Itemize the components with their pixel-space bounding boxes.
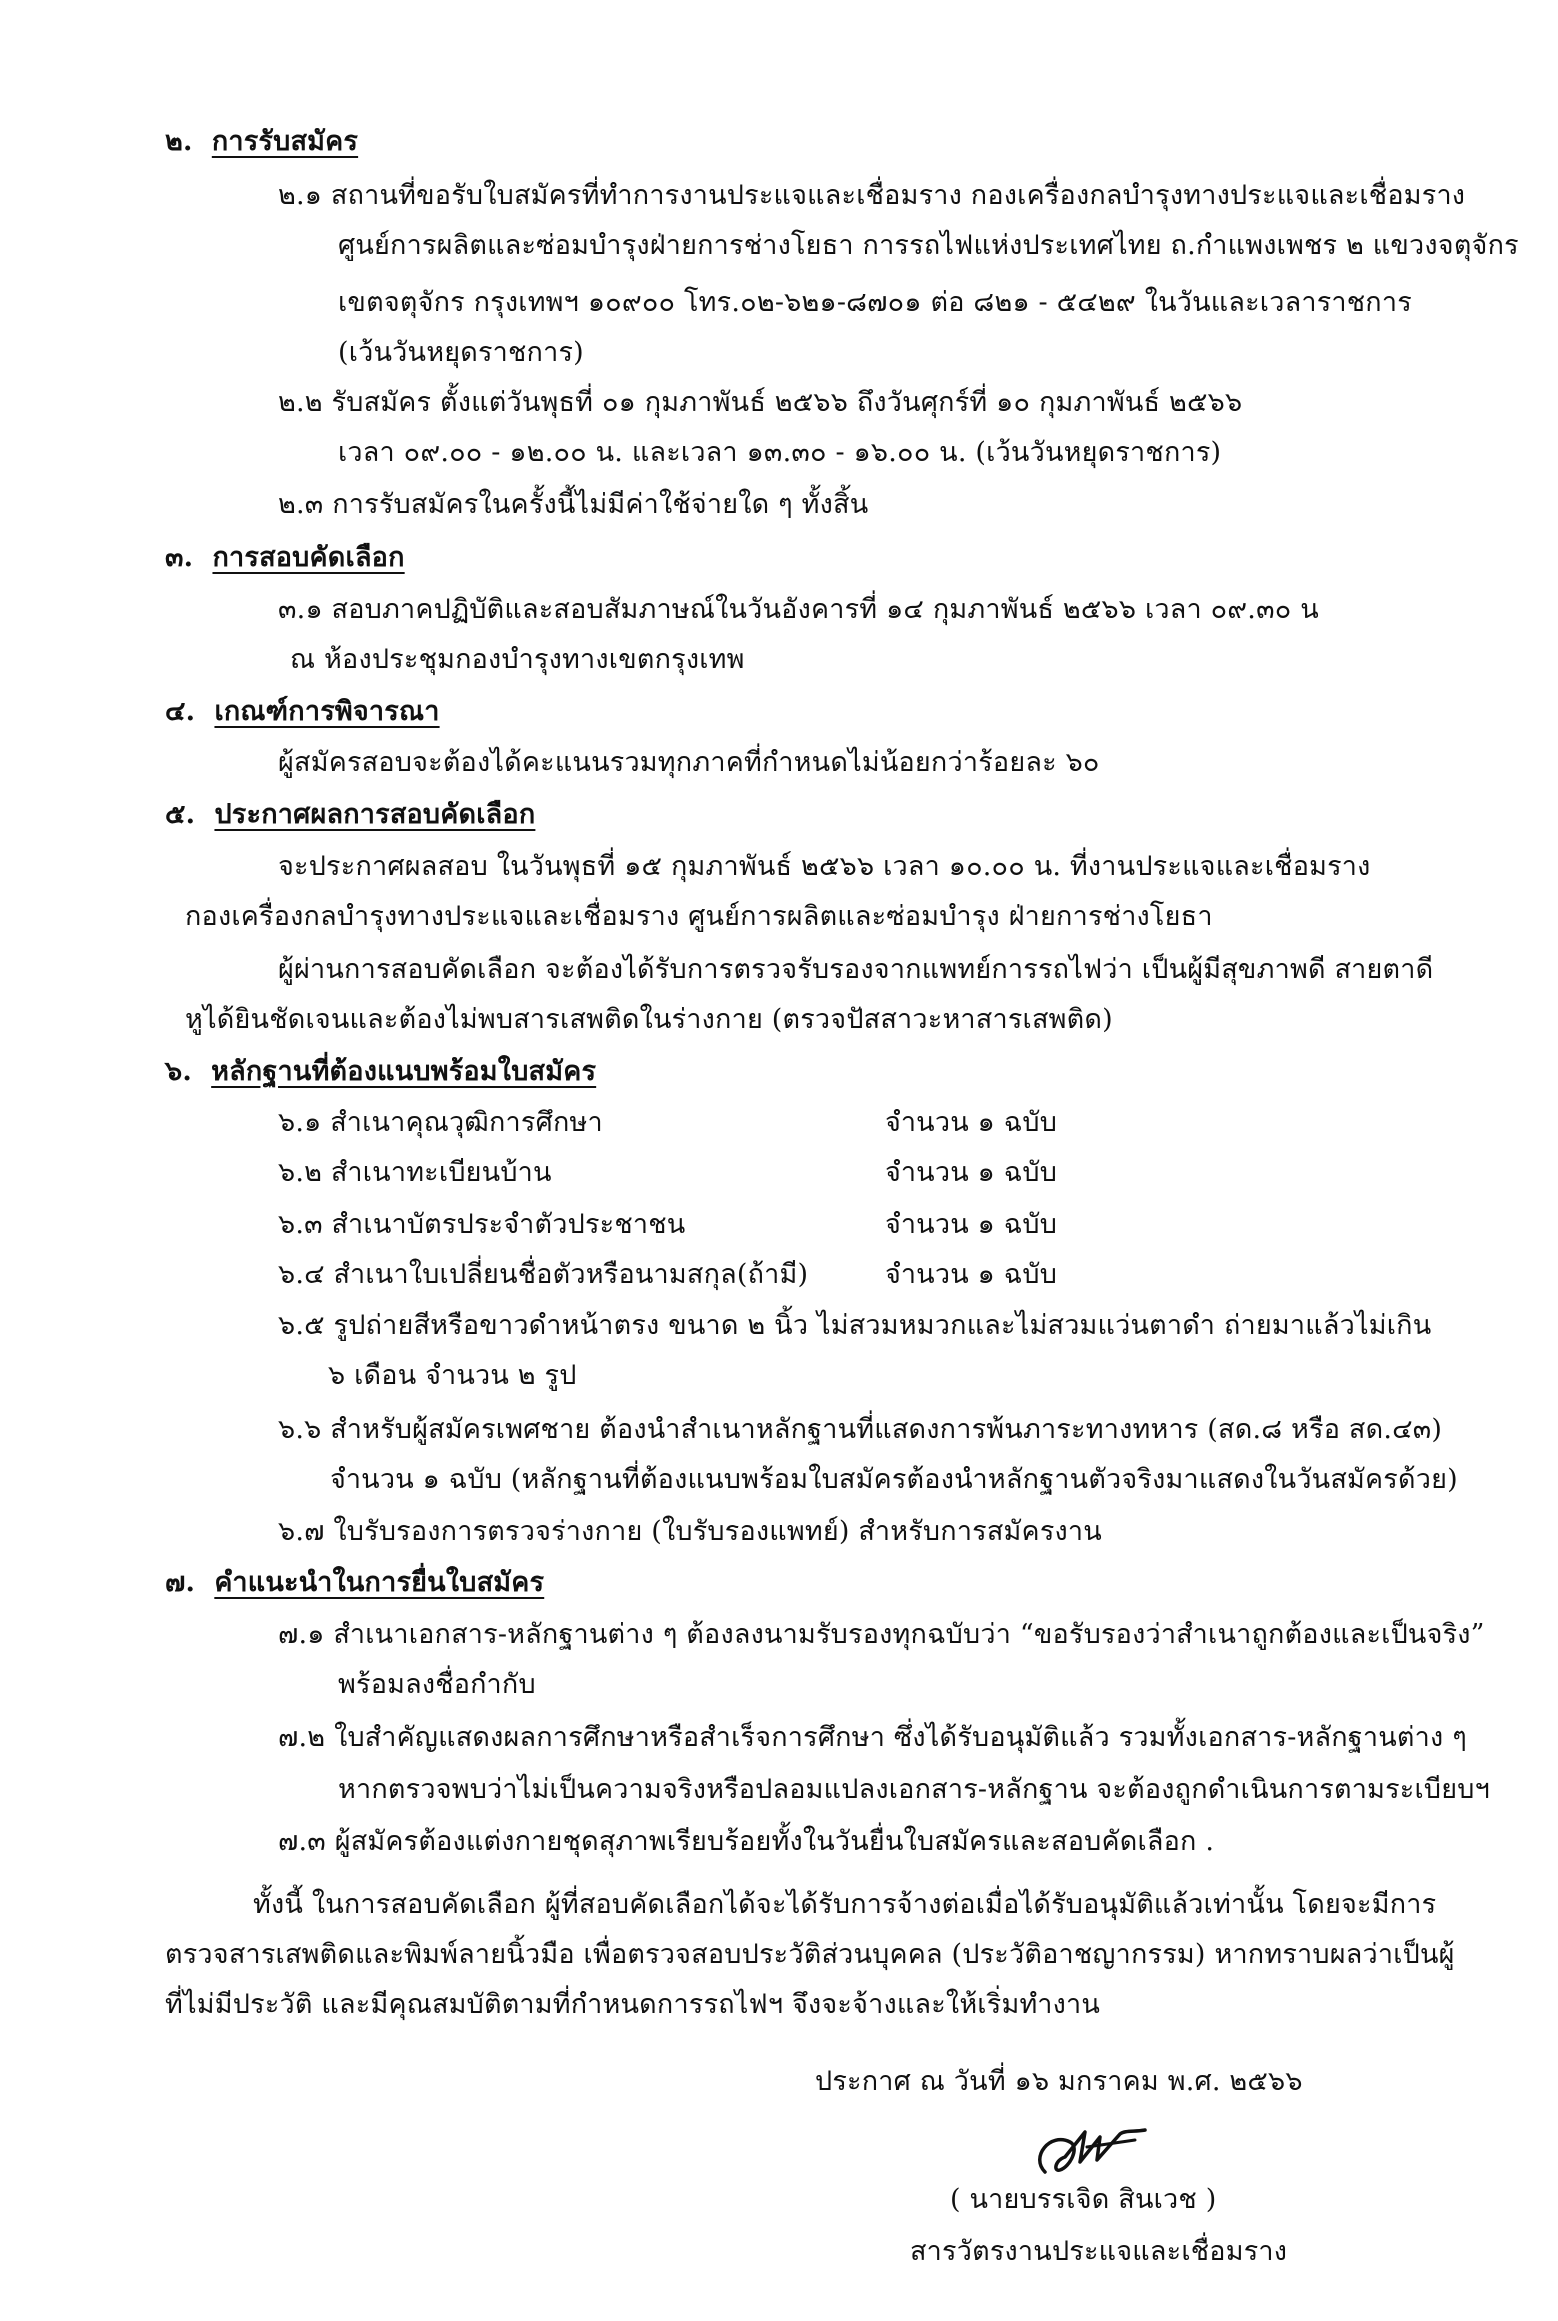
- section-6-heading: [165, 1052, 596, 1092]
- document-item-label: ๖.๔ สำเนาใบเปลี่ยนชื่อตัวหรือนามสกุล(ถ้ามี): [278, 1259, 809, 1290]
- document-item-qty: จำนวน ๑ ฉบับ: [885, 1157, 1058, 1188]
- section-5-para-1-line-1: จะประกาศผลสอบ ในวันพุธที่ ๑๕ กุมภาพันธ์ ๒๕๖๖ เวลา ๑๐.๐๐ น. ที่งานประแจและเชื่อมราง: [278, 851, 1371, 882]
- section-number: ๕.: [165, 799, 196, 830]
- item-2-1-line-4: (เว้นวันหยุดราชการ): [338, 337, 584, 368]
- item-2-1-line-1: ๒.๑ สถานที่ขอรับใบสมัครที่ทำการงานประแจและเชื่อมราง กองเครื่องกลบำรุงทางประแจและเชื่อมราง: [278, 180, 1466, 211]
- item-2-1-line-3: เขตจตุจักร กรุงเทพฯ ๑๐๙๐๐ โทร.๐๒-๖๒๑-๘๗๐๑ ต่อ ๘๒๑ - ๕๔๒๙ ในวันและเวลาราชการ: [338, 287, 1412, 318]
- section-number: ๔.: [165, 696, 196, 727]
- closing-line-1: ทั้งนี้ ในการสอบคัดเลือก ผู้ที่สอบคัดเลือกได้จะได้รับการจ้างต่อเมื่อได้รับอนุมัติแล้วเท่านั้น โดยจะมีการ: [253, 1889, 1437, 1920]
- announcement-date: ประกาศ ณ วันที่ ๑๖ มกราคม พ.ศ. ๒๕๖๖: [815, 2066, 1303, 2097]
- item-7-1-line-2: พร้อมลงชื่อกำกับ: [338, 1669, 536, 1700]
- section-5-heading: [165, 795, 535, 835]
- section-3-heading: [165, 538, 405, 578]
- item-7-2-line-2: หากตรวจพบว่าไม่เป็นความจริงหรือปลอมแปลงเอกสาร-หลักฐาน จะต้องถูกดำเนินการตามระเบียบฯ: [338, 1774, 1490, 1805]
- section-7-heading: [165, 1563, 544, 1603]
- section-title: หลักฐานที่ต้องแนบพร้อมใบสมัคร: [211, 1056, 597, 1087]
- section-title: การรับสมัคร: [211, 126, 359, 157]
- section-5-para-2-line-1: ผู้ผ่านการสอบคัดเลือก จะต้องได้รับการตรวจรับรองจากแพทย์การรถไฟว่า เป็นผู้มีสุขภาพดี สายตาดี: [278, 954, 1434, 985]
- item-7-2-line-1: ๗.๒ ใบสำคัญแสดงผลการศึกษาหรือสำเร็จการศึกษา ซึ่งได้รับอนุมัติแล้ว รวมทั้งเอกสาร-หลักฐานต่าง ๆ: [278, 1722, 1467, 1753]
- closing-line-3: ที่ไม่มีประวัติ และมีคุณสมบัติตามที่กำหนดการรถไฟฯ จึงจะจ้างและให้เริ่มทำงาน: [165, 1989, 1101, 2020]
- item-6-6-line-1: ๖.๖ สำหรับผู้สมัครเพศชาย ต้องนำสำเนาหลักฐานที่แสดงการพ้นภาระทางทหาร (สด.๘ หรือ สด.๔๓): [278, 1414, 1443, 1445]
- signatory-name: ( นายบรรเจิด สินเวช ): [950, 2184, 1217, 2215]
- section-number: ๖.: [165, 1056, 192, 1087]
- item-3-1-line-1: ๓.๑ สอบภาคปฏิบัติและสอบสัมภาษณ์ในวันอังคารที่ ๑๔ กุมภาพันธ์ ๒๕๖๖ เวลา ๐๙.๓๐ น: [278, 594, 1319, 625]
- item-6-7: ๖.๗ ใบรับรองการตรวจร่างกาย (ใบรับรองแพทย์) สำหรับการสมัครงาน: [278, 1516, 1102, 1547]
- item-2-2-line-1: ๒.๒ รับสมัคร ตั้งแต่วันพุธที่ ๐๑ กุมภาพันธ์ ๒๕๖๖ ถึงวันศุกร์ที่ ๑๐ กุมภาพันธ์ ๒๕๖๖: [278, 387, 1243, 418]
- item-6-5-line-1: ๖.๕ รูปถ่ายสีหรือขาวดำหน้าตรง ขนาด ๒ นิ้ว ไม่สวมหมวกและไม่สวมแว่นตาดำ ถ่ายมาแล้วไม่เกิน: [278, 1310, 1432, 1341]
- document-item-qty: จำนวน ๑ ฉบับ: [885, 1107, 1058, 1138]
- document-item-qty: จำนวน ๑ ฉบับ: [885, 1259, 1058, 1290]
- section-4-heading: [165, 692, 440, 732]
- item-7-3: ๗.๓ ผู้สมัครต้องแต่งกายชุดสุภาพเรียบร้อยทั้งในวันยื่นใบสมัครและสอบคัดเลือก .: [278, 1826, 1215, 1857]
- item-2-3: ๒.๓ การรับสมัครในครั้งนี้ไม่มีค่าใช้จ่ายใด ๆ ทั้งสิ้น: [278, 489, 869, 520]
- section-title: ประกาศผลการสอบคัดเลือก: [214, 799, 536, 830]
- document-item-label: ๖.๓ สำเนาบัตรประจำตัวประชาชน: [278, 1209, 686, 1240]
- section-title: เกณฑ์การพิจารณา: [214, 696, 440, 727]
- document-item-qty: จำนวน ๑ ฉบับ: [885, 1209, 1058, 1240]
- document-item-label: ๖.๑ สำเนาคุณวุฒิการศึกษา: [278, 1107, 603, 1138]
- section-number: ๗.: [165, 1567, 196, 1598]
- section-5-para-1-line-2: กองเครื่องกลบำรุงทางประแจและเชื่อมราง ศูนย์การผลิตและซ่อมบำรุง ฝ่ายการช่างโยธา: [185, 901, 1213, 932]
- item-2-1-line-2: ศูนย์การผลิตและซ่อมบำรุงฝ่ายการช่างโยธา การรถไฟแห่งประเทศไทย ถ.กำแพงเพชร ๒ แขวงจตุจักร: [338, 230, 1519, 261]
- item-3-1-line-2: ณ ห้องประชุมกองบำรุงทางเขตกรุงเทพ: [290, 644, 745, 675]
- document-item-label: ๖.๒ สำเนาทะเบียนบ้าน: [278, 1157, 552, 1188]
- section-title: คำแนะนำในการยื่นใบสมัคร: [214, 1567, 545, 1598]
- item-6-6-line-2: จำนวน ๑ ฉบับ (หลักฐานที่ต้องแนบพร้อมใบสมัครต้องนำหลักฐานตัวจริงมาแสดงในวันสมัครด้วย): [330, 1464, 1458, 1495]
- section-2-heading: [165, 122, 358, 162]
- item-6-5-line-2: ๖ เดือน จำนวน ๒ รูป: [328, 1360, 577, 1391]
- section-4-body: ผู้สมัครสอบจะต้องได้คะแนนรวมทุกภาคที่กำหนดไม่น้อยกว่าร้อยละ ๖๐: [278, 747, 1100, 778]
- closing-line-2: ตรวจสารเสพติดและพิมพ์ลายนิ้วมือ เพื่อตรวจสอบประวัติส่วนบุคคล (ประวัติอาชญากรรม) หากทราบผลว่าเป็นผู้: [165, 1939, 1455, 1970]
- section-number: ๓.: [165, 542, 194, 573]
- section-number: ๒.: [165, 126, 193, 157]
- section-5-para-2-line-2: หูได้ยินชัดเจนและต้องไม่พบสารเสพติดในร่างกาย (ตรวจปัสสาวะหาสารเสพติด): [185, 1004, 1113, 1035]
- section-title: การสอบคัดเลือก: [212, 542, 405, 573]
- signatory-position: สารวัตรงานประแจและเชื่อมราง: [910, 2236, 1288, 2267]
- item-7-1-line-1: ๗.๑ สำเนาเอกสาร-หลักฐานต่าง ๆ ต้องลงนามรับรองทุกฉบับว่า “ขอรับรองว่าสำเนาถูกต้องและเป็นจริง”: [278, 1619, 1485, 1650]
- item-2-2-line-2: เวลา ๐๙.๐๐ - ๑๒.๐๐ น. และเวลา ๑๓.๓๐ - ๑๖.๐๐ น. (เว้นวันหยุดราชการ): [338, 437, 1222, 468]
